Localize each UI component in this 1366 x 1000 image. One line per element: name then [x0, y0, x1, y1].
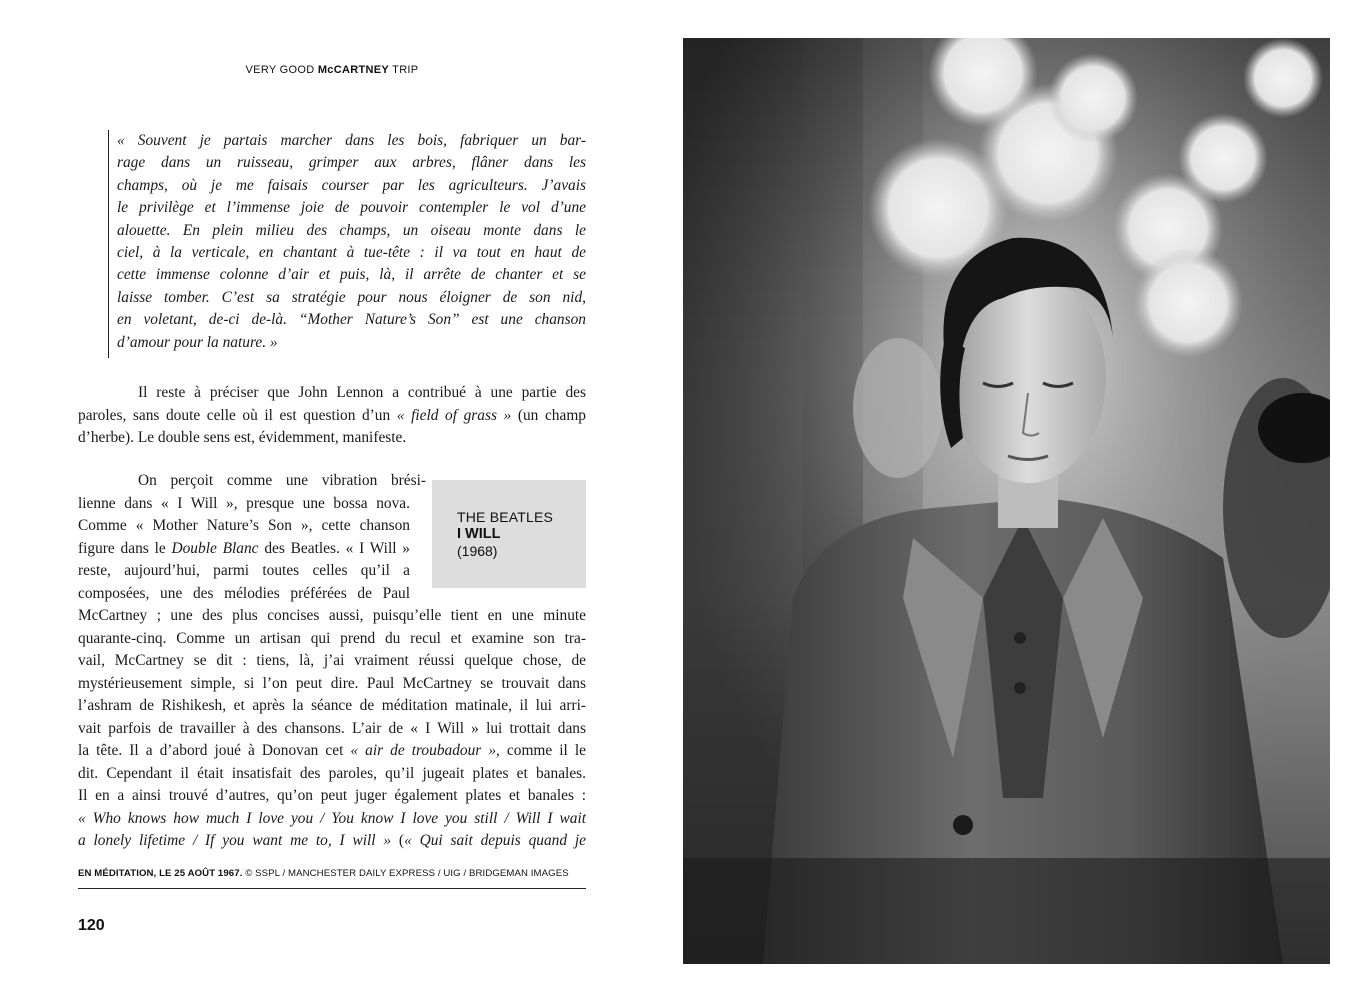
text-run-italic: « Qui sait depuis quand je	[404, 832, 586, 849]
photo-caption	[78, 868, 586, 879]
caption-divider	[78, 888, 586, 889]
text-run: des Beatles. « I Will »	[258, 539, 410, 557]
text-run: (un champ	[511, 406, 586, 424]
text-line: quarante-cinq. Comme un artisan qui prend du recul et examine son tra-	[78, 629, 586, 647]
caption-title: EN MÉDITATION, LE 25 AOÛT 1967.	[78, 868, 243, 879]
text-line: d’herbe). Le double sens est, évidemment, manifeste.	[78, 429, 407, 446]
text-line: Comme « Mother Nature’s Son », cette chanson	[78, 517, 410, 534]
text-line: Il reste à préciser que John Lennon a contribué à une partie des	[138, 384, 586, 401]
text-line	[78, 830, 586, 853]
text-run: paroles, sans doute celle où il est question d’un	[78, 406, 397, 424]
quote-line: champs, où je me faisais courser par les agriculteurs. J’avais	[117, 176, 586, 194]
text-line: mystérieusement simple, si l’on peut dire. Paul McCartney se trouvait dans	[78, 674, 586, 692]
text-line: composées, une des mélodies préférées de Paul	[78, 584, 410, 602]
quote-line: en voletant, de-ci de-là. “Mother Nature’s Son” est une chanson	[117, 311, 586, 329]
text-run: (	[391, 832, 405, 849]
quote-line: le privilège et l’immense joie de pouvoir contempler le vol d’une	[117, 199, 586, 217]
text-line: On perçoit comme une vibration brési-	[138, 472, 426, 489]
text-line: reste, aujourd’hui, parmi toutes celles qu’il a	[78, 562, 410, 579]
text-line: McCartney ; une des plus concises aussi, puisqu’elle tient en une minute	[78, 607, 586, 624]
text-line: vail, McCartney se dit : tiens, là, j’ai vraiment réussi quelque chose, de	[78, 652, 586, 669]
text-run-italic: « air de troubadour »	[350, 742, 497, 759]
text-line: dit. Cependant il était insatisfait des paroles, qu’il jugeait plates et banales.	[78, 764, 586, 782]
text-run: la tête. Il a d’abord joué à Donovan cet	[78, 742, 351, 759]
quote-line: d’amour pour la nature. »	[117, 333, 278, 351]
text-line: vait parfois de travailler à des chansons. L’air de « I Will » lui trottait dans	[78, 719, 586, 737]
song-info-box	[432, 480, 586, 588]
running-head-prefix: VERY GOOD	[245, 64, 315, 76]
text-line	[78, 538, 410, 561]
song-year: (1968)	[457, 543, 498, 559]
text-run-italic: Double Blanc	[171, 539, 259, 557]
text-line: l’ashram de Rishikesh, et après la séance de méditation matinale, il lui arri-	[78, 697, 586, 714]
quote-line: « Souvent je partais marcher dans les bois, fabriquer un bar-	[117, 132, 586, 149]
quote-line: laisse tomber. C’est sa stratégie pour nous éloigner de son nid,	[117, 288, 586, 306]
text-line: Il en a ainsi trouvé d’autres, qu’on peut juger également plates et banales :	[78, 787, 586, 804]
text-run-italic: a lonely lifetime / If you want me to, I will »	[78, 832, 392, 849]
quote-line: alouette. En plein milieu des champs, un oiseau monte dans le	[117, 221, 586, 239]
text-line: lienne dans « I Will », presque une bossa nova.	[78, 494, 410, 512]
text-line: « Who knows how much I love you / You know I love you still / Will I wait	[78, 809, 586, 827]
running-head-name: McCARTNEY	[317, 64, 389, 76]
quote-line: ciel, à la verticale, en chantant à tue-tête : il va tout en haut de	[117, 244, 586, 262]
text-line	[78, 405, 586, 428]
meditation-photo	[683, 38, 1330, 964]
running-head-suffix: TRIP	[392, 64, 419, 76]
song-artist: THE BEATLES	[457, 509, 554, 525]
photo-illustration	[683, 38, 1330, 964]
caption-credit: © SSPL / MANCHESTER DAILY EXPRESS / UIG / BRIDGEMAN IMAGES	[242, 868, 569, 879]
running-head	[78, 64, 586, 76]
song-title: I WILL	[457, 526, 501, 542]
quote-line: cette immense colonne d’air et puis, là, il arrête de chanter et se	[117, 266, 586, 284]
pull-quote	[108, 130, 586, 358]
page-number: 120	[78, 917, 105, 934]
text-line	[78, 740, 586, 763]
text-run-italic: « field of grass »	[396, 406, 512, 424]
text-run: , comme il le	[496, 742, 586, 759]
quote-line: rage dans un ruisseau, grimper aux arbres, flâner dans les	[117, 154, 586, 172]
paragraph-lennon	[78, 382, 586, 450]
text-run: figure dans le	[78, 539, 172, 557]
